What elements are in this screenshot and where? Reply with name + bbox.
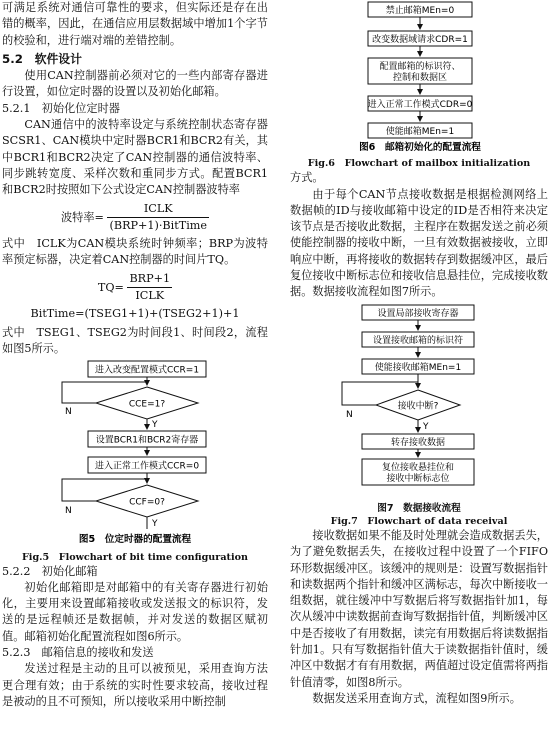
fig6-box-config-id bbox=[368, 58, 472, 84]
fig5-decision-cce bbox=[96, 387, 198, 419]
fig7-decision-interrupt bbox=[376, 390, 460, 420]
figure-7-caption-cn: 图7 数据接收流程 bbox=[377, 502, 461, 514]
subsection-heading-5-2-2: 5.2.2 初始化邮箱 bbox=[2, 564, 98, 578]
svg-text:配置邮箱的标识符、: 配置邮箱的标识符、 bbox=[379, 62, 461, 72]
paragraph-receive: 由于每个CAN节点接收数据是根据检测网络上数据帧的ID与接收邮箱中设定的ID是否相符来决定该节点是否接收此数据，主程序在数据发送之前必须使能控制器的接收中断，一旦有效数据被接收，立即响应中断，再将接收的数据转存到数据缓冲区，最后复位接收中断标志位和接收信息悬挂位，完成接收数据。数据接收流程如图7所示。 bbox=[290, 187, 548, 299]
equation-baud-fraction bbox=[107, 201, 209, 235]
fig6-box-disable-mailbox bbox=[368, 2, 472, 17]
figure-6-caption-cn: 图6 邮箱初始化的配置流程 bbox=[359, 142, 481, 152]
paragraph-5-2-3: 发送过程是主动的且可以被预见，采用查询方法更合理有效；由于系统的实时性要求较高，接收过程是被动的且不可预知，所以接收采用中断控制 bbox=[2, 662, 268, 708]
paragraph-5-2-1: CAN通信中的波特率设定与系统控制状态寄存器SCSR1、CAN模块中定时器BCR1和BCR2有关，其中BCR1和BCR2决定了CAN控制器的通信波特率、同步跳转宽度、采样次数和重同步方式。配置BCR1和BCR2时按照如下公式设定CAN控制器波特率 bbox=[2, 118, 268, 197]
fig6-box-enable-mailbox bbox=[368, 123, 472, 138]
paragraph-fifo: 接收数据如果不能及时处理就会造成数据丢失，为了避免数据丢失，在接收过程中设置了一个FIFO环形数据缓冲区。该缓冲的规则是：设置写数据指针和读数据两个指针和缓冲区满标志，每次中断接收一组数据，就往缓冲中写数据后将写数据指针加1，每次从缓冲中读数据前查询写数据指针值，判断缓冲区中是否接收了有用数据，读完有用数据后将读数据指针加1。只有写数据指针值大于读数据指针值时，缓冲区中数据才有有用数据，两值超过设定值需将两指针值清零，如图8所示。 bbox=[290, 528, 548, 689]
subsection-heading-5-2-1: 5.2.1 初始化位定时器 bbox=[2, 101, 120, 115]
equation-baud-numerator: ICLK bbox=[107, 201, 209, 218]
svg-text:接收中断标志位: 接收中断标志位 bbox=[386, 473, 450, 484]
fig5-box-set-bcr bbox=[88, 431, 206, 447]
paragraph-tseg: 式中 TSEG1、TSEG2为时间段1、时间段2，流程如图5所示。 bbox=[2, 325, 268, 355]
svg-text:复位接收悬挂位和: 复位接收悬挂位和 bbox=[381, 462, 455, 473]
fig5-no-label-1: N bbox=[65, 407, 72, 418]
fig5-no-label-2: N bbox=[65, 506, 72, 517]
figure-6-caption-en: Fig.6 Flowchart of mailbox initialization bbox=[307, 158, 531, 170]
svg-text:进入改变配置模式CCR=1: 进入改变配置模式CCR=1 bbox=[94, 365, 200, 376]
fig7-box-reset-flags bbox=[362, 459, 474, 485]
equation-tq-denominator: ICLK bbox=[135, 289, 165, 303]
figure-6-flowchart bbox=[290, 0, 548, 152]
svg-text:设置BCR1和BCR2寄存器: 设置BCR1和BCR2寄存器 bbox=[95, 435, 199, 446]
equation-baud-denominator: (BRP+1)·BitTime bbox=[109, 218, 207, 232]
svg-text:改变数据域请求CDR=1: 改变数据域请求CDR=1 bbox=[372, 35, 468, 45]
subsection-heading-5-2-3: 5.2.3 邮箱信息的接收和发送 bbox=[2, 646, 154, 660]
fig7-box-local-register bbox=[362, 305, 474, 320]
fig5-yes-label-1: Y bbox=[152, 420, 158, 431]
paragraph-method: 方式。 bbox=[290, 171, 324, 185]
fig6-box-normal-mode bbox=[368, 96, 473, 111]
left-column bbox=[2, 0, 268, 710]
svg-text:使能接收邮箱MEn=1: 使能接收邮箱MEn=1 bbox=[374, 362, 462, 373]
svg-text:禁止邮箱MEn=0: 禁止邮箱MEn=0 bbox=[385, 6, 455, 16]
svg-text:设置接收邮箱的标识符: 设置接收邮箱的标识符 bbox=[372, 335, 464, 346]
right-column bbox=[290, 0, 548, 707]
svg-text:CCE=1?: CCE=1? bbox=[128, 399, 166, 410]
svg-text:使能邮箱MEn=1: 使能邮箱MEn=1 bbox=[385, 127, 455, 137]
fig7-yes-label: Y bbox=[423, 421, 429, 432]
fig6-box-cdr-request bbox=[368, 31, 472, 46]
figure-7-caption-en: Fig.7 Flowchart of data receival bbox=[330, 515, 508, 527]
fig7-box-enable-mailbox bbox=[362, 359, 474, 374]
svg-text:进入正常工作模式CCR=0: 进入正常工作模式CCR=0 bbox=[94, 461, 200, 472]
figure-5-caption-en: Fig.5 Flowchart of bit time configuration bbox=[21, 551, 248, 563]
figure-5-caption-cn: 图5 位定时器的配置流程 bbox=[78, 534, 192, 546]
paragraph-5-2-2: 初始化邮箱即是对邮箱中的有关寄存器进行初始化，主要用来设置邮箱接收或发送报文的标识符，发送的是远程帧还是数据帧，并对发送的数据区赋初值。邮箱初始化配置流程如图6所示。 bbox=[2, 580, 268, 643]
paragraph-iclk: 式中 ICLK为CAN模块系统时钟频率；BRP为波特率预定标器，决定着CAN控制器的时间片TQ。 bbox=[2, 237, 268, 267]
equation-tq bbox=[2, 271, 268, 305]
equation-tq-label: TQ= bbox=[97, 280, 124, 294]
fig7-no-label: N bbox=[346, 409, 353, 420]
paragraph-send: 数据发送采用查询方式，流程如图9所示。 bbox=[312, 691, 521, 705]
fig5-box-config-mode bbox=[88, 361, 206, 377]
svg-text:转存接收数据: 转存接收数据 bbox=[390, 437, 446, 448]
paragraph-5-2: 使用CAN控制器前必须对它的一些内部寄存器进行设置，如位定时器的设置以及初始化邮箱。 bbox=[2, 69, 268, 99]
svg-text:进入正常工作模式CDR=0: 进入正常工作模式CDR=0 bbox=[367, 100, 473, 110]
equation-tq-numerator: BRP+1 bbox=[127, 271, 172, 288]
equation-baud-rate bbox=[2, 201, 268, 235]
paragraph-intro: 可满足系统对通信可靠性的要求，但实际还是存在出错的概率，因此，在通信应用层数据域中增加1个字节的校验和，进行端对端的差错控制。 bbox=[2, 1, 268, 47]
svg-text:接收中断?: 接收中断? bbox=[397, 401, 439, 412]
fig7-box-mailbox-id bbox=[362, 332, 474, 347]
figure-5-flowchart bbox=[2, 357, 268, 553]
figure-7-flowchart bbox=[290, 301, 548, 497]
equation-baud-label: 波特率= bbox=[60, 210, 104, 224]
svg-text:控制和数据区: 控制和数据区 bbox=[392, 73, 448, 83]
section-heading-5-2: 5.2 软件设计 bbox=[2, 51, 82, 66]
equation-tq-fraction bbox=[127, 271, 172, 305]
fig5-box-normal-mode bbox=[88, 457, 206, 473]
equation-bittime: BitTime=(TSEG1+1)+(TSEG2+1)+1 bbox=[30, 307, 240, 321]
fig5-decision-ccf bbox=[96, 485, 198, 517]
fig5-yes-label-2: Y bbox=[152, 519, 158, 530]
svg-text:CCF=0?: CCF=0? bbox=[129, 497, 165, 508]
fig7-box-store-data bbox=[362, 434, 474, 449]
svg-text:设置局部接收寄存器: 设置局部接收寄存器 bbox=[377, 308, 459, 319]
